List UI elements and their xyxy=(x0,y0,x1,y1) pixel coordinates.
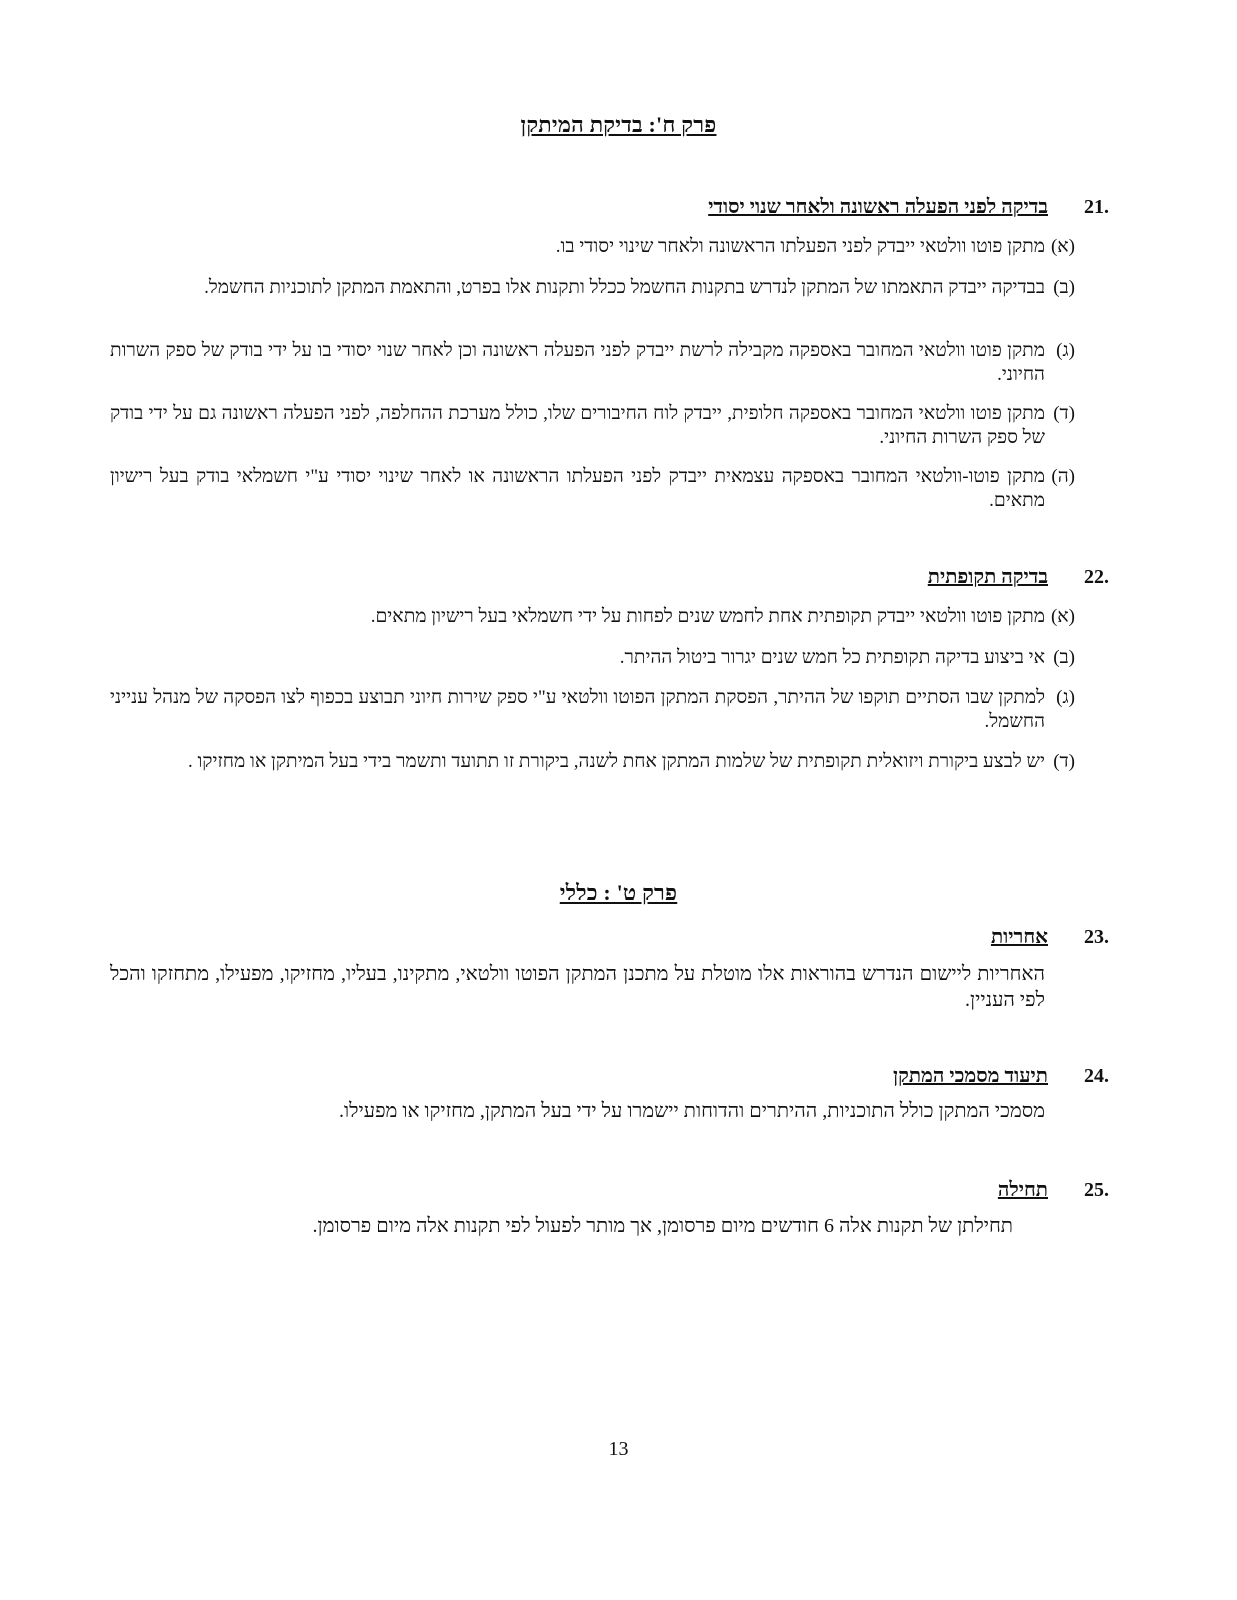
section-21-heading xyxy=(708,196,1109,219)
section-22-heading xyxy=(928,566,1109,589)
item-marker: (ב) xyxy=(1053,277,1075,298)
item-text: יש לבצע ביקורת ויזואלית תקופתית של שלמות המתקן אחת לשנה, ביקורת זו תתועד ותשמר בידי בעל המיתקן או מחזיקו . xyxy=(187,751,1045,772)
item-marker: (ד) xyxy=(1053,403,1075,424)
section-24-heading xyxy=(893,1065,1109,1088)
section-24-number: .24 xyxy=(1084,1065,1109,1087)
section-21-item-d xyxy=(110,402,1075,450)
item-text: מתקן פוטו וולטאי ייבדק לפני הפעלתו הראשונה ולאחר שינוי יסודי בו. xyxy=(555,236,1045,257)
section-22-item-a xyxy=(110,605,1075,629)
item-marker: (ב) xyxy=(1053,647,1075,668)
item-marker: (א) xyxy=(1050,236,1075,257)
item-marker: (ד) xyxy=(1053,751,1075,772)
item-marker: (ה) xyxy=(1051,466,1075,487)
item-text: מתקן פוטו וולטאי ייבדק תקופתית אחת לחמש שנים לפחות על ידי חשמלאי בעל רישיון מתאים. xyxy=(370,606,1045,627)
section-24-title: תיעוד מסמכי המתקן xyxy=(893,1065,1048,1087)
section-21-title: בדיקה לפני הפעלה ראשונה ולאחר שנוי יסודי xyxy=(708,196,1048,218)
item-text: מתקן פוטו וולטאי המחובר באספקה חלופית, ייבדק לוח החיבורים שלו, כולל מערכת ההחלפה, לפני הפעלה ראשונה גם על ידי בודק של ספק השרות החיוני. xyxy=(110,403,1045,448)
item-text: מתקן פוטו-וולטאי המחובר באספקה עצמאית ייבדק לפני הפעלתו הראשונה או לאחר שינוי יסודי ע"י חשמלאי בודק בעל רישיון מתאים. xyxy=(110,466,1045,511)
section-25-paragraph: תחילתן של תקנות אלה 6 חודשים מיום פרסומן, אך מותר לפעול לפי תקנות אלה מיום פרסומן. xyxy=(312,1215,1013,1237)
section-22-item-b xyxy=(110,646,1075,670)
item-text: אי ביצוע בדיקה תקופתית כל חמש שנים יגרור ביטול ההיתר. xyxy=(619,647,1045,668)
chapter-9-title: פרק ט' : כללי xyxy=(559,880,678,905)
section-21-item-e xyxy=(110,465,1075,513)
item-text: מתקן פוטו וולטאי המחובר באספקה מקבילה לרשת ייבדק לפני הפעלה ראשונה וכן לאחר שנוי יסודי בו על ידי בודק של ספק השרות החיוני. xyxy=(110,340,1045,385)
section-25-heading xyxy=(998,1179,1109,1202)
section-21-item-c xyxy=(110,339,1075,387)
section-21-item-a xyxy=(110,235,1075,259)
section-24-paragraph: מסמכי המתקן כולל התוכניות, ההיתרים והדוחות יישמרו על ידי בעל המתקן, מחזיקו או מפעילו. xyxy=(339,1100,1045,1122)
section-21-number: .21 xyxy=(1084,196,1109,218)
section-23-paragraph: האחריות ליישום הנדרש בהוראות אלו מוטלת על מתכנן המתקן הפוטו וולטאי, מתקינו, בעליו, מחזיקו, מפעילו, מתחזקו והכל לפי העניין. xyxy=(110,963,1045,1011)
chapter-8-title: פרק ח': בדיקת המיתקן xyxy=(520,112,717,137)
section-22-item-c xyxy=(110,686,1075,734)
item-marker: (א) xyxy=(1050,606,1075,627)
item-marker: (ג) xyxy=(1056,340,1075,361)
item-text: למתקן שבו הסתיים תוקפו של ההיתר, הפסקת המתקן הפוטו וולטאי ע"י ספק שירות חיוני תבוצע בכפוף לצו הפסקה של מנהל ענייני החשמל. xyxy=(110,687,1045,732)
section-23-number: .23 xyxy=(1084,926,1109,948)
section-23-heading xyxy=(991,926,1109,949)
item-marker: (ג) xyxy=(1056,687,1075,708)
page-number: 13 xyxy=(608,1438,629,1460)
item-text: בבדיקה ייבדק התאמתו של המתקן לנדרש בתקנות החשמל ככלל ותקנות אלו בפרט, והתאמת המתקן לתוכניות החשמל. xyxy=(204,277,1045,298)
section-25-number: .25 xyxy=(1084,1179,1109,1201)
section-22-item-d xyxy=(110,750,1075,774)
section-25-title: תחילה xyxy=(997,1179,1048,1201)
section-22-title: בדיקה תקופתית xyxy=(927,566,1048,588)
section-22-number: .22 xyxy=(1084,566,1109,588)
section-21-item-b xyxy=(110,276,1075,300)
section-23-title: אחריות xyxy=(990,926,1048,948)
